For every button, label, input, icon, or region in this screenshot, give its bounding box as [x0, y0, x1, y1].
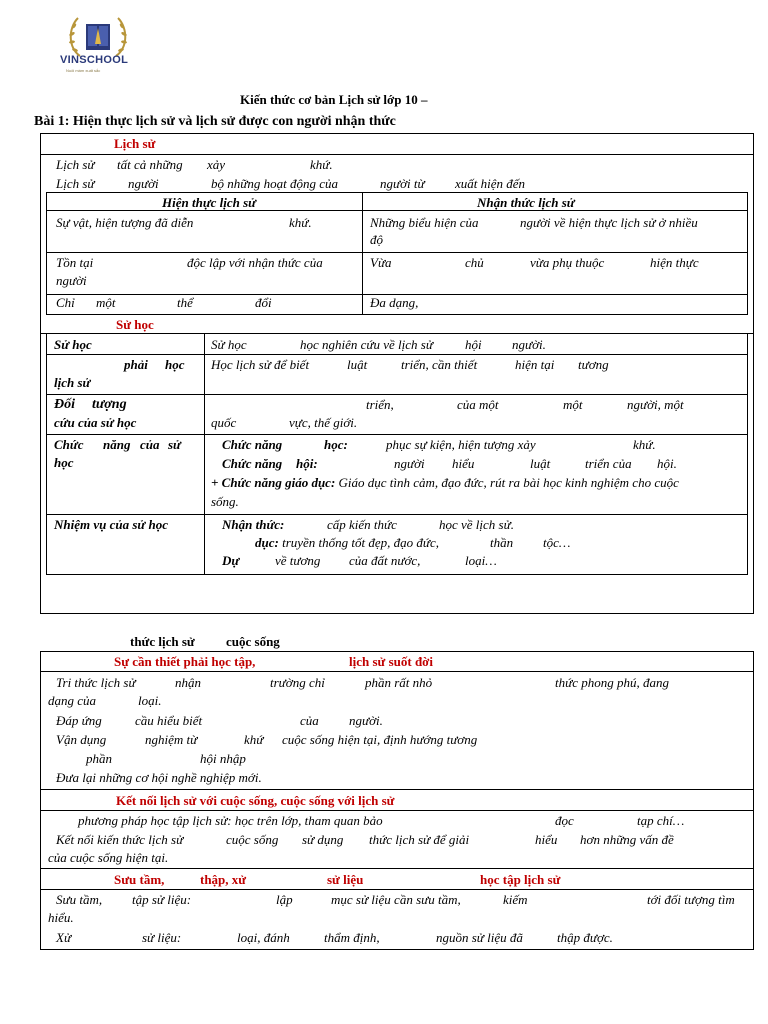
vinschool-logo [58, 14, 138, 74]
document-title: Kiến thức cơ bản Lịch sử lớp 10 – [240, 92, 428, 107]
sh-row5-label: Nhiệm vụ của sử học [54, 517, 168, 532]
row3-right: Đa dạng, [370, 295, 419, 310]
heading-ket-noi: Kết nối lịch sử với cuộc sống, cuộc sống với lịch sử [116, 793, 395, 808]
logo-name: VINSCHOOL [60, 54, 129, 66]
logo-tagline: Nuôi mầm xuất sắc [66, 68, 101, 73]
lesson-title: Bài 1: Hiện thực lịch sử và lịch sử được con người nhận thức [34, 114, 396, 129]
sh-row1-label: Sử học [54, 337, 92, 352]
heading-su-hoc: Sử học [116, 317, 154, 332]
header-nhan-thuc: Nhận thức lịch sử [477, 195, 575, 210]
header-hien-thuc: Hiện thực lịch sử [162, 195, 256, 210]
heading-lich-su: Lịch sử [114, 136, 156, 151]
